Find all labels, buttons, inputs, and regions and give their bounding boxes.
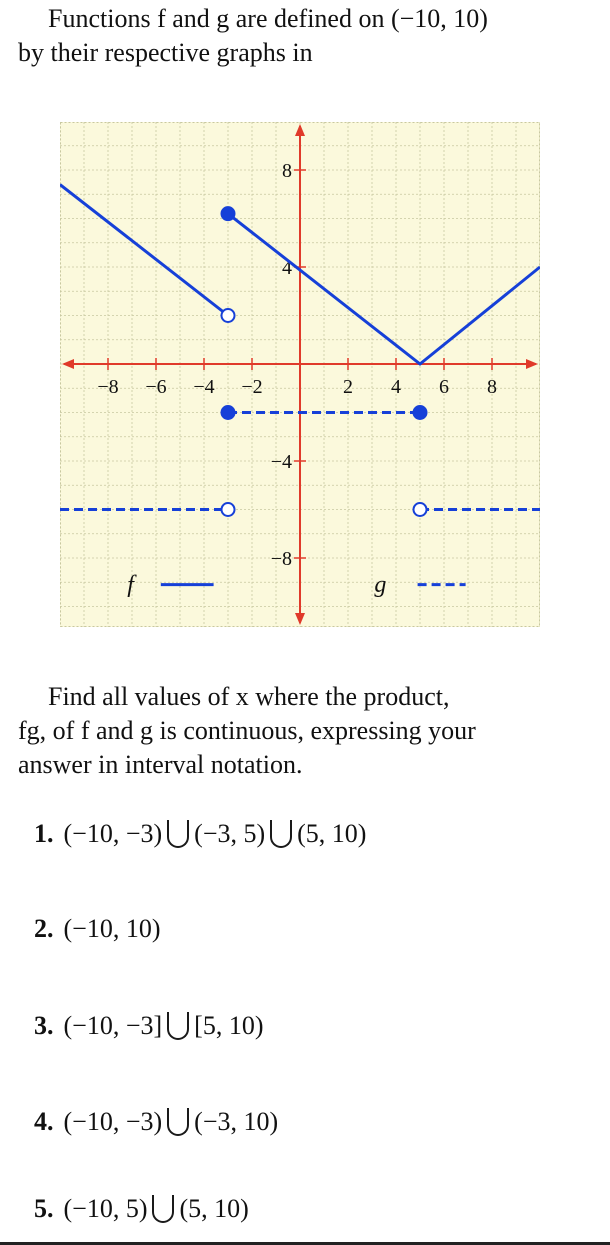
x-tick-label: 2 <box>343 376 353 398</box>
interval-text: (−3, 5) <box>194 819 266 848</box>
interval-text: (−3, 10) <box>194 1107 279 1136</box>
answer-option-5[interactable] <box>34 1192 249 1226</box>
question-line-3: answer in interval notation. <box>18 750 303 779</box>
open-endpoint-g <box>414 503 427 516</box>
option-number: 1. <box>34 819 54 848</box>
interval-text: (−10, −3] <box>63 1011 163 1040</box>
answer-option-3[interactable] <box>34 1009 263 1043</box>
function-graph <box>60 122 540 627</box>
option-number: 4. <box>34 1107 54 1136</box>
y-tick-label: 8 <box>282 160 292 182</box>
option-number: 3. <box>34 1011 54 1040</box>
open-endpoint-g <box>222 503 235 516</box>
option-number: 5. <box>34 1194 54 1223</box>
union-symbol <box>152 1195 174 1223</box>
y-tick-label: −4 <box>270 451 292 473</box>
answer-option-1[interactable] <box>34 817 366 851</box>
union-symbol <box>270 820 292 848</box>
answer-option-4[interactable] <box>34 1105 278 1139</box>
x-tick-label: 6 <box>439 376 449 398</box>
union-symbol <box>167 1108 189 1136</box>
y-tick-label: −8 <box>270 548 292 570</box>
x-tick-label: −8 <box>97 376 119 398</box>
interval-text: (5, 10) <box>297 819 367 848</box>
x-tick-label: −2 <box>241 376 263 398</box>
interval-text: [5, 10) <box>194 1011 264 1040</box>
union-symbol <box>167 1012 189 1040</box>
question-line-1: Find all values of x where the product, <box>48 682 450 711</box>
closed-endpoint-g <box>414 406 427 419</box>
question-line-2: fg, of f and g is continuous, expressing your <box>18 716 476 745</box>
interval-text: (−10, 10) <box>63 914 161 943</box>
intro-line-2: by their respective graphs in <box>18 38 313 67</box>
y-tick-label: 4 <box>282 257 292 279</box>
x-tick-label: 8 <box>487 376 497 398</box>
closed-endpoint-g <box>222 406 235 419</box>
interval-text: (−10, 5) <box>63 1194 148 1223</box>
x-tick-label: −6 <box>145 376 167 398</box>
intro-line-1: Functions f and g are defined on (−10, 10) <box>48 4 488 33</box>
interval-text: (5, 10) <box>179 1194 249 1223</box>
legend-g-label: g <box>374 571 387 598</box>
option-number: 2. <box>34 914 54 943</box>
answer-option-2[interactable] <box>34 912 160 946</box>
legend-f-label: f <box>127 571 134 598</box>
open-endpoint-f <box>222 309 235 322</box>
x-tick-label: −4 <box>193 376 215 398</box>
union-symbol <box>167 820 189 848</box>
intro-text <box>18 2 598 70</box>
x-tick-label: 4 <box>391 376 401 398</box>
interval-text: (−10, −3) <box>63 1107 163 1136</box>
interval-text: (−10, −3) <box>63 819 163 848</box>
closed-endpoint-f <box>222 207 235 220</box>
question-text <box>18 680 584 782</box>
